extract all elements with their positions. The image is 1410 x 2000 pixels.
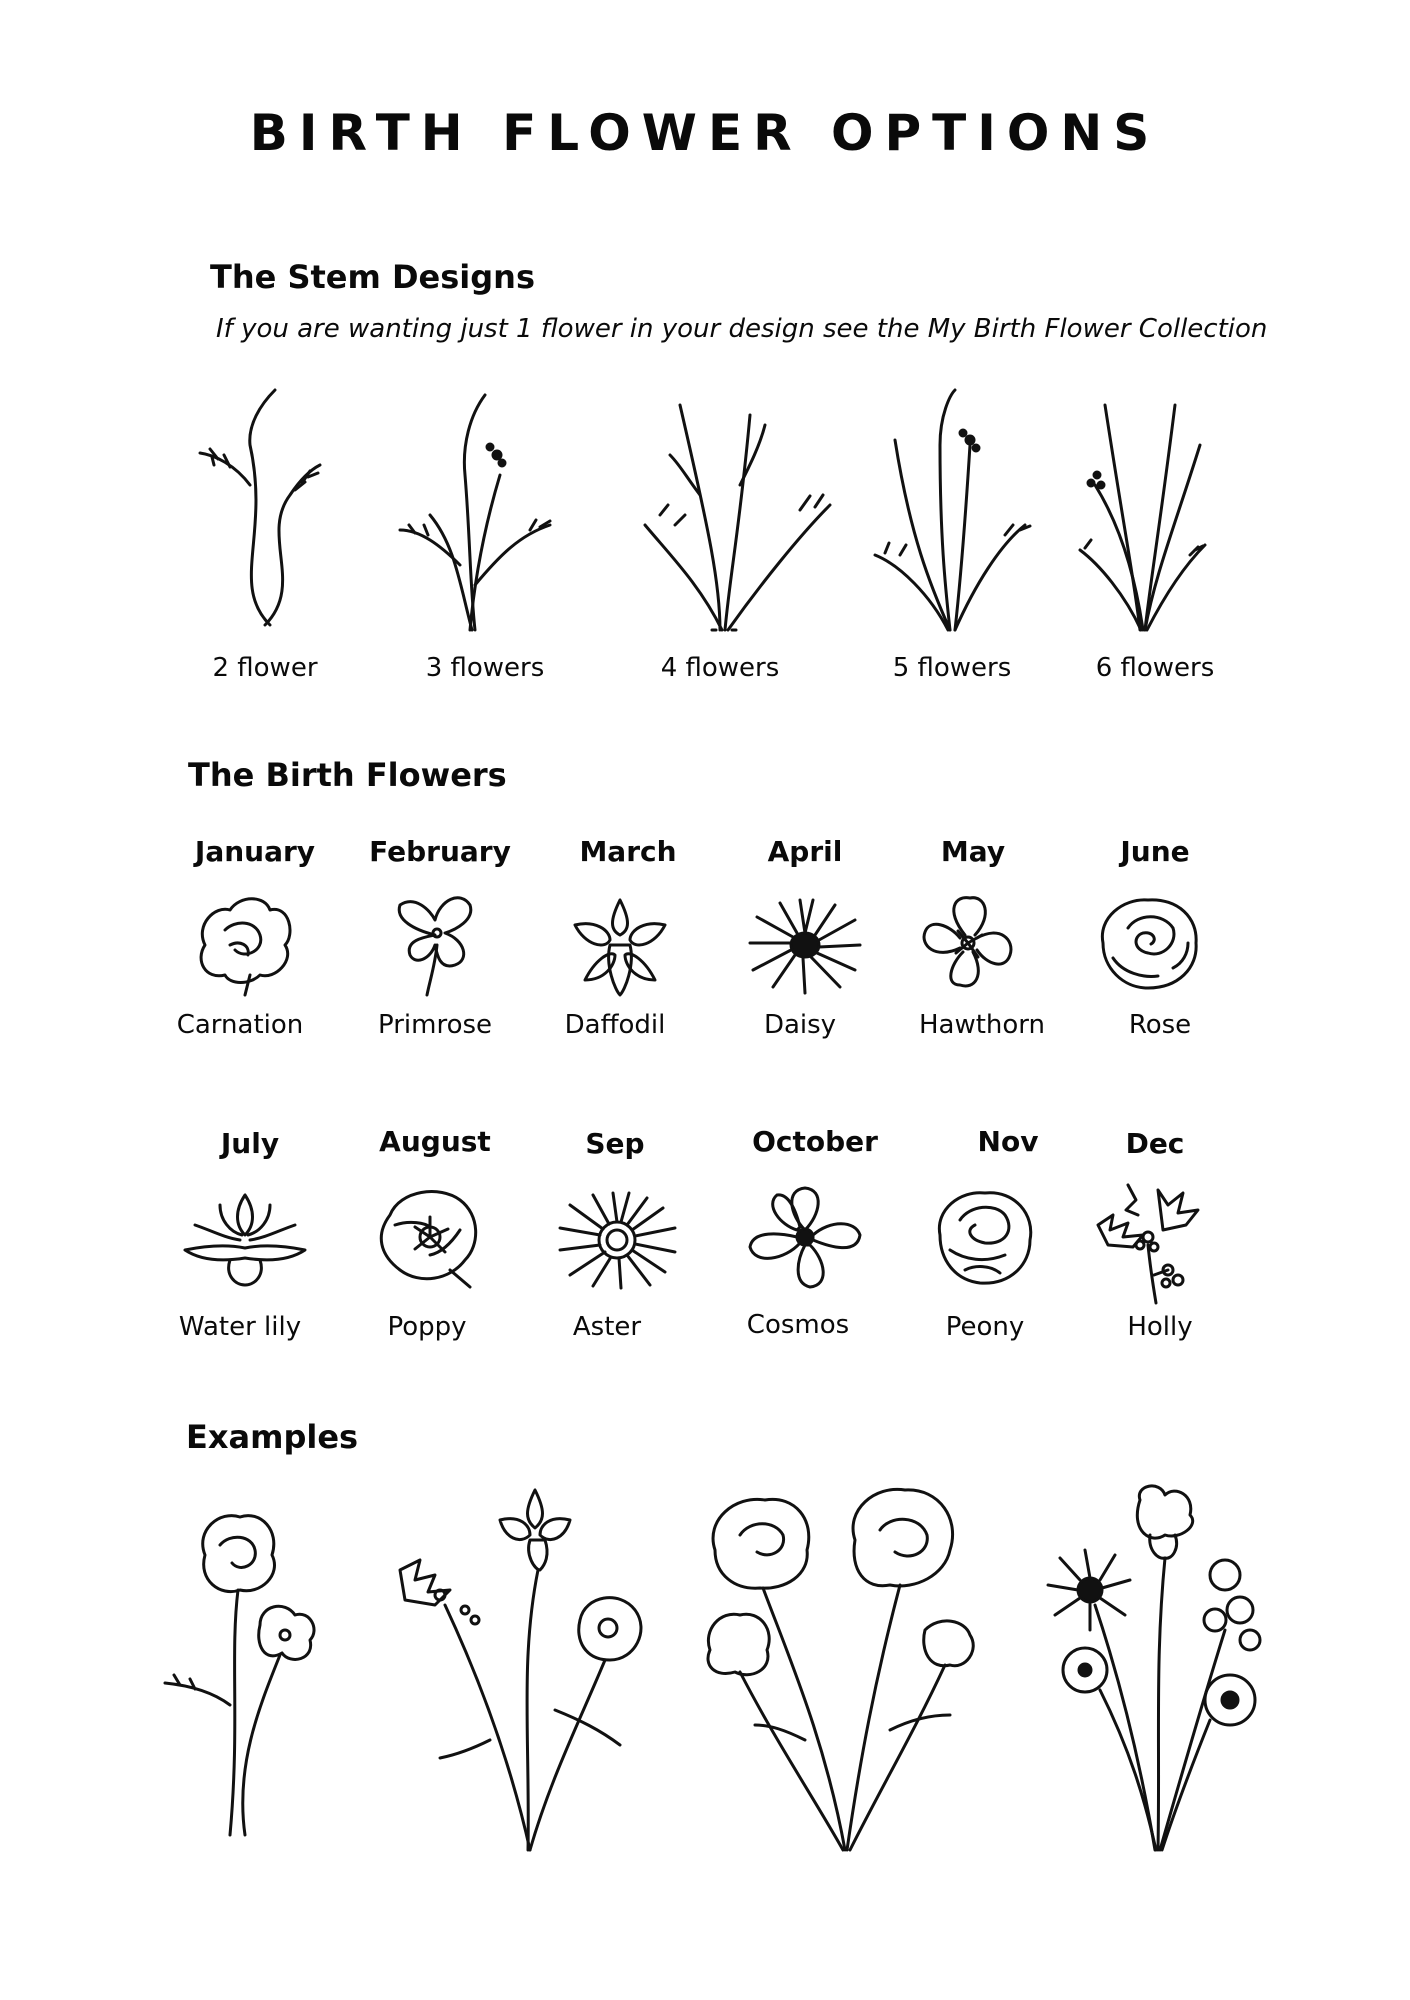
peony-icon: [925, 1185, 1040, 1290]
four-stem-icon: [640, 385, 840, 635]
daffodil-icon: [565, 890, 675, 1000]
carnation-icon: [190, 890, 300, 1000]
month-february: February: [369, 835, 511, 868]
flower-peony: Peony: [945, 1312, 1025, 1342]
flower-carnation: Carnation: [176, 1010, 304, 1040]
month-july: July: [220, 1127, 280, 1160]
flower-water-lily: Water lily: [178, 1312, 302, 1342]
example-bouquet-4-icon: [695, 1480, 995, 1860]
stem-label-3: 3 flowers: [425, 653, 545, 683]
six-stem-icon: [1075, 385, 1215, 635]
flower-primrose: Primrose: [377, 1010, 493, 1040]
flower-poppy: Poppy: [387, 1312, 467, 1342]
cosmos-icon: [745, 1185, 865, 1290]
stem-designs-heading: The Stem Designs: [210, 258, 535, 296]
example-bouquet-5-icon: [1040, 1480, 1280, 1860]
hawthorn-icon: [915, 890, 1020, 1000]
three-stem-icon: [390, 385, 560, 635]
water-lily-icon: [180, 1190, 310, 1290]
stem-label-6: 6 flowers: [1095, 653, 1215, 683]
daisy-icon: [745, 895, 865, 995]
flower-cosmos: Cosmos: [746, 1310, 850, 1340]
flower-hawthorn: Hawthorn: [918, 1010, 1046, 1040]
month-march: March: [579, 835, 677, 868]
flower-daffodil: Daffodil: [564, 1010, 666, 1040]
month-june: June: [1120, 835, 1190, 868]
example-bouquet-3-icon: [380, 1480, 660, 1860]
examples-heading: Examples: [186, 1418, 359, 1456]
primrose-icon: [385, 885, 485, 1000]
month-sep: Sep: [585, 1127, 645, 1160]
month-august: August: [379, 1125, 491, 1158]
month-may: May: [940, 835, 1006, 868]
flower-rose: Rose: [1128, 1010, 1192, 1040]
flower-aster: Aster: [572, 1312, 642, 1342]
aster-icon: [555, 1190, 680, 1290]
example-bouquet-2-icon: [160, 1505, 340, 1845]
flower-daisy: Daisy: [763, 1010, 837, 1040]
two-stem-icon: [190, 385, 330, 635]
birth-flowers-heading: The Birth Flowers: [188, 756, 507, 794]
month-january: January: [194, 835, 316, 868]
rose-icon: [1088, 888, 1208, 998]
page-title: BIRTH FLOWER OPTIONS: [249, 104, 1161, 162]
five-stem-icon: [870, 385, 1040, 635]
stem-label-5: 5 flowers: [892, 653, 1012, 683]
stem-label-4: 4 flowers: [660, 653, 780, 683]
stem-label-2: 2 flower: [212, 653, 318, 683]
stem-designs-note: If you are wanting just 1 flower in your design see the My Birth Flower Collection: [216, 314, 1268, 344]
month-april: April: [767, 835, 843, 868]
flower-holly: Holly: [1127, 1312, 1193, 1342]
poppy-icon: [370, 1185, 485, 1290]
month-dec: Dec: [1125, 1127, 1185, 1160]
month-nov: Nov: [977, 1125, 1039, 1158]
holly-icon: [1088, 1175, 1208, 1305]
month-october: October: [752, 1125, 878, 1158]
